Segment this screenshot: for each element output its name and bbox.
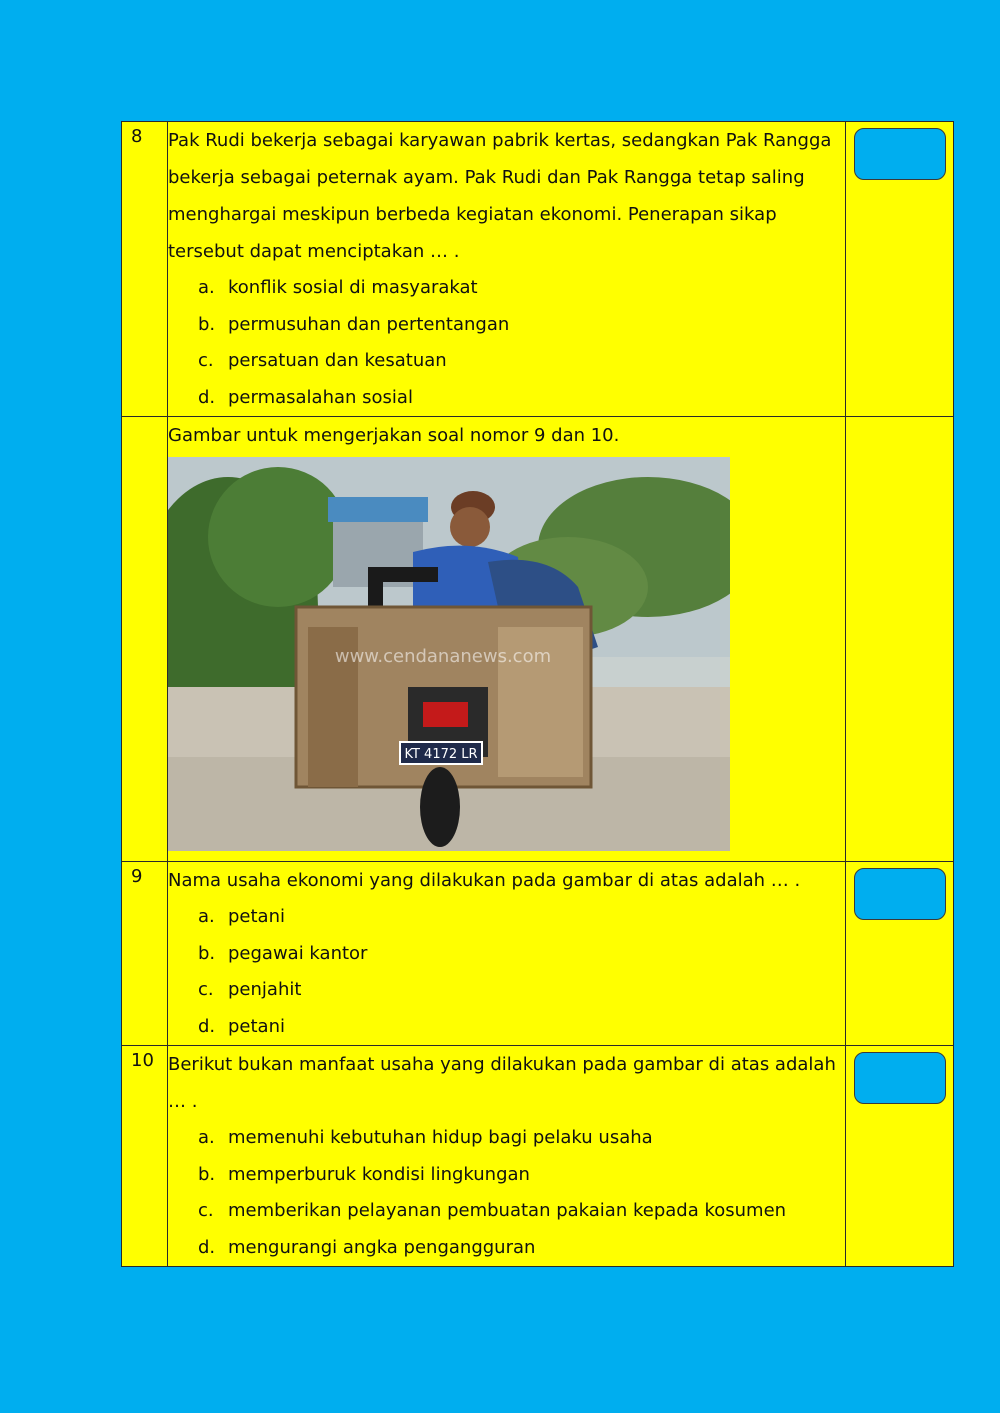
option-text: pegawai kantor xyxy=(228,942,368,964)
option-text: persatuan dan kesatuan xyxy=(228,350,447,371)
option-text: mengurangi angka pengangguran xyxy=(228,1236,536,1258)
option-letter: d. xyxy=(198,1015,216,1037)
option-text: permasalahan sosial xyxy=(228,386,413,408)
option-text: konflik sosial di masyarakat xyxy=(228,277,478,298)
quiz-table xyxy=(121,121,954,1267)
option-text: memenuhi kebutuhan hidup bagi pelaku usaha xyxy=(228,1127,653,1148)
option-letter: a. xyxy=(198,277,215,298)
question-row-9 xyxy=(122,862,954,1046)
image-caption: Gambar untuk mengerjakan soal nomor 9 dan 10. xyxy=(168,425,620,446)
question-number: 9 xyxy=(131,866,143,887)
question-number-cell xyxy=(122,862,168,1046)
empty-number-cell xyxy=(122,417,168,862)
option-c xyxy=(168,972,845,1009)
option-a xyxy=(168,270,845,307)
option-b xyxy=(168,307,845,344)
option-b xyxy=(168,936,845,973)
question-cell xyxy=(168,1046,846,1267)
answer-cell xyxy=(846,122,954,417)
answer-cell xyxy=(846,1046,954,1267)
answer-cell xyxy=(846,862,954,1046)
option-list xyxy=(168,899,845,1045)
option-b xyxy=(168,1157,845,1194)
option-letter: c. xyxy=(198,979,214,1000)
question-number-cell xyxy=(122,122,168,417)
option-d xyxy=(168,380,845,417)
option-text: petani xyxy=(228,1015,285,1037)
question-number: 10 xyxy=(131,1050,154,1071)
option-letter: d. xyxy=(198,1236,216,1258)
photo-watermark: www.cendananews.com xyxy=(334,646,552,667)
empty-answer-cell xyxy=(846,417,954,862)
image-row xyxy=(122,417,954,862)
option-d xyxy=(168,1009,845,1046)
option-text: memperburuk kondisi lingkungan xyxy=(228,1163,530,1185)
option-c xyxy=(168,343,845,380)
question-row-8 xyxy=(122,122,954,417)
option-a xyxy=(168,899,845,936)
question-stem: Pak Rudi bekerja sebagai karyawan pabrik kertas, sedangkan Pak Rangga bekerja sebagai peternak ayam. Pak Rudi dan Pak Rangga tetap saling menghargai meskipun berbeda kegiatan ekonomi. Penerapan sikap tersebut dapat menciptakan … . xyxy=(168,130,832,262)
question-stem: Berikut bukan manfaat usaha yang dilakukan pada gambar di atas adalah … . xyxy=(168,1054,836,1112)
license-plate-text: KT 4172 LR xyxy=(404,747,478,762)
option-letter: a. xyxy=(198,906,215,927)
option-text: memberikan pelayanan pembuatan pakaian kepada kosumen xyxy=(228,1200,787,1221)
answer-input-box[interactable] xyxy=(854,1052,946,1104)
option-d xyxy=(168,1230,845,1267)
option-text: penjahit xyxy=(228,979,302,1000)
answer-input-box[interactable] xyxy=(854,128,946,180)
option-letter: c. xyxy=(198,1200,214,1221)
option-text: petani xyxy=(228,906,285,927)
option-c xyxy=(168,1193,845,1230)
question-number: 8 xyxy=(131,126,143,147)
option-letter: a. xyxy=(198,1127,215,1148)
option-letter: b. xyxy=(198,313,216,335)
question-cell xyxy=(168,862,846,1046)
option-text: permusuhan dan pertentangan xyxy=(228,313,510,335)
question-number-cell xyxy=(122,1046,168,1267)
option-letter: c. xyxy=(198,350,214,371)
option-letter: d. xyxy=(198,386,216,408)
option-letter: b. xyxy=(198,1163,216,1185)
question-stem: Nama usaha ekonomi yang dilakukan pada gambar di atas adalah … . xyxy=(168,870,801,891)
question-row-10 xyxy=(122,1046,954,1267)
option-a xyxy=(168,1120,845,1157)
answer-input-box[interactable] xyxy=(854,868,946,920)
tailor-photo xyxy=(168,457,730,851)
option-list xyxy=(168,1120,845,1266)
question-cell xyxy=(168,122,846,417)
image-cell xyxy=(168,417,846,862)
option-letter: b. xyxy=(198,942,216,964)
option-list xyxy=(168,270,845,416)
